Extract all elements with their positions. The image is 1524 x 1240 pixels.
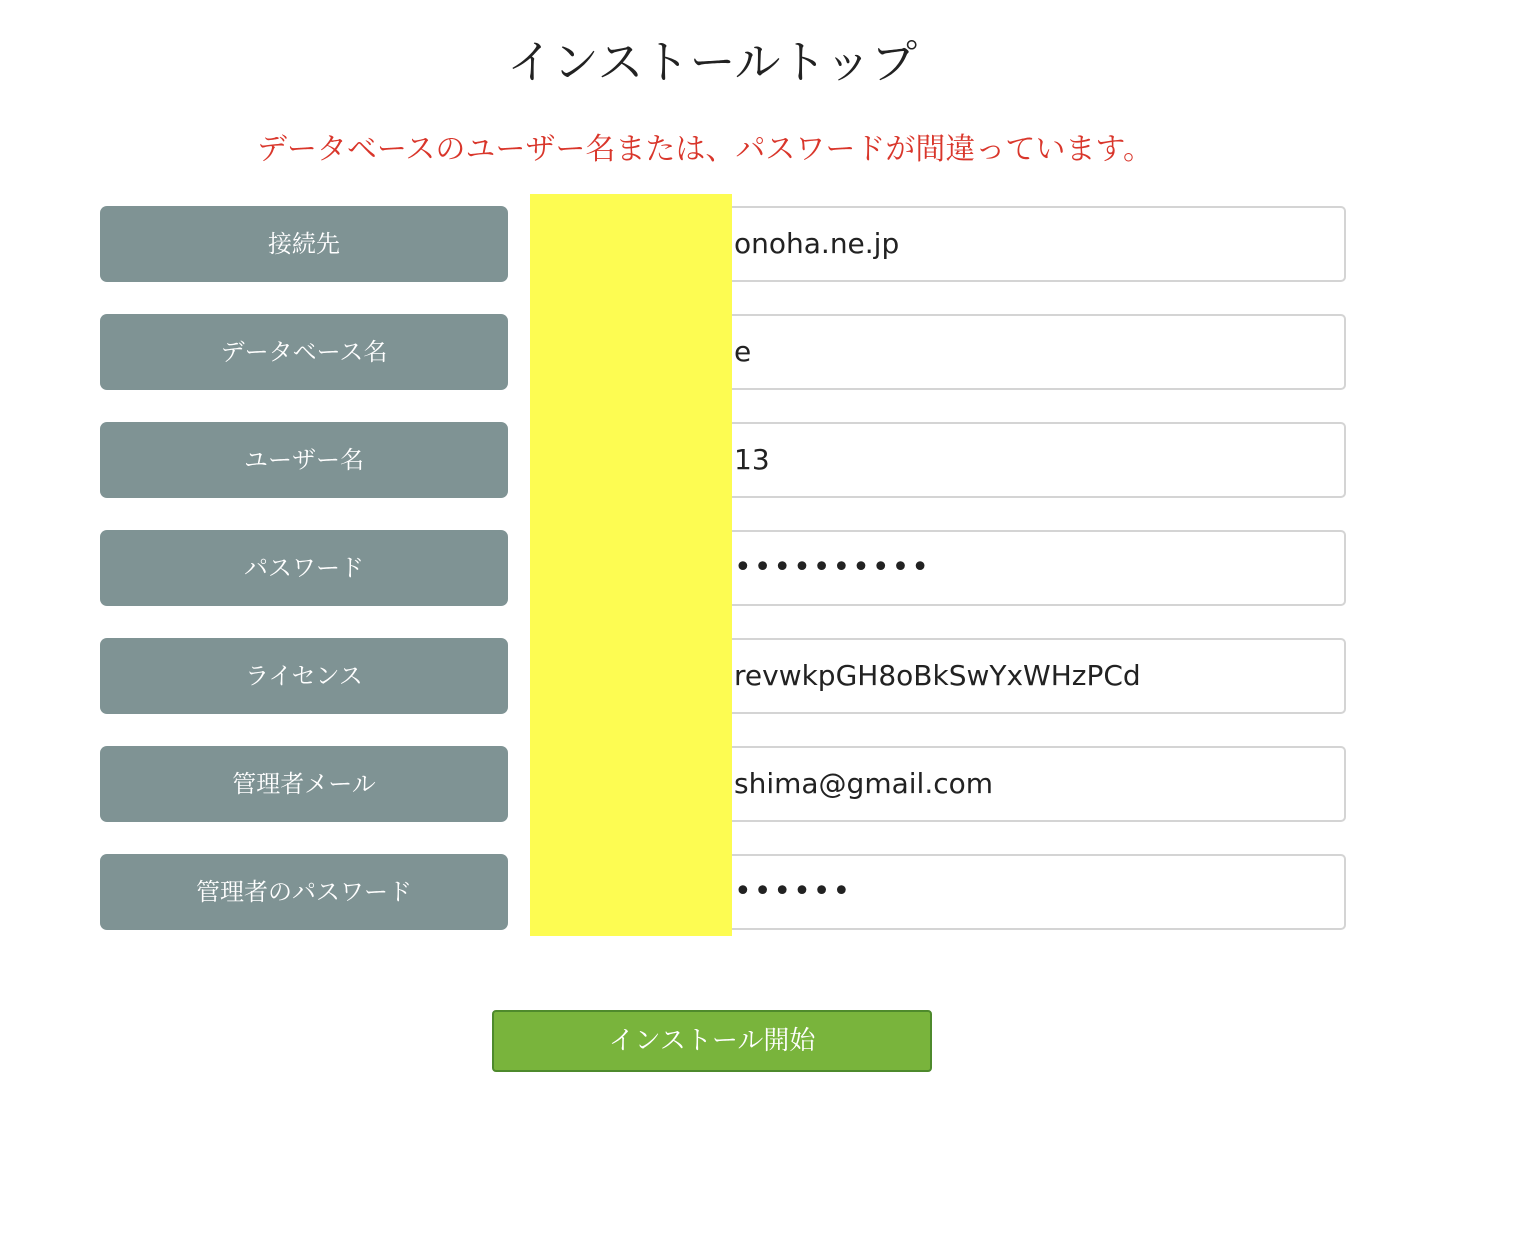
username-label: ユーザー名 [100,422,508,498]
password-input[interactable]: •••••••••• [532,530,1346,606]
database-name-label: データベース名 [100,314,508,390]
password-label: パスワード [100,530,508,606]
error-message: データベースのユーザー名または、パスワードが間違っています。 [256,132,1154,167]
license-input[interactable]: revwkpGH8oBkSwYxWHzPCd [532,638,1346,714]
install-start-button[interactable]: インストール開始 [492,1010,932,1072]
admin-password-input[interactable]: •••••• [532,854,1346,930]
admin-password-label: 管理者のパスワード [100,854,508,930]
page-title: インストールトップ [506,35,918,89]
admin-email-label: 管理者メール [100,746,508,822]
host-input[interactable]: onoha.ne.jp [532,206,1346,282]
redaction-overlay [530,194,732,936]
admin-email-input[interactable]: shima@gmail.com [532,746,1346,822]
database-name-input[interactable]: e [532,314,1346,390]
username-input[interactable]: 13 [532,422,1346,498]
host-label: 接続先 [100,206,508,282]
license-label: ライセンス [100,638,508,714]
